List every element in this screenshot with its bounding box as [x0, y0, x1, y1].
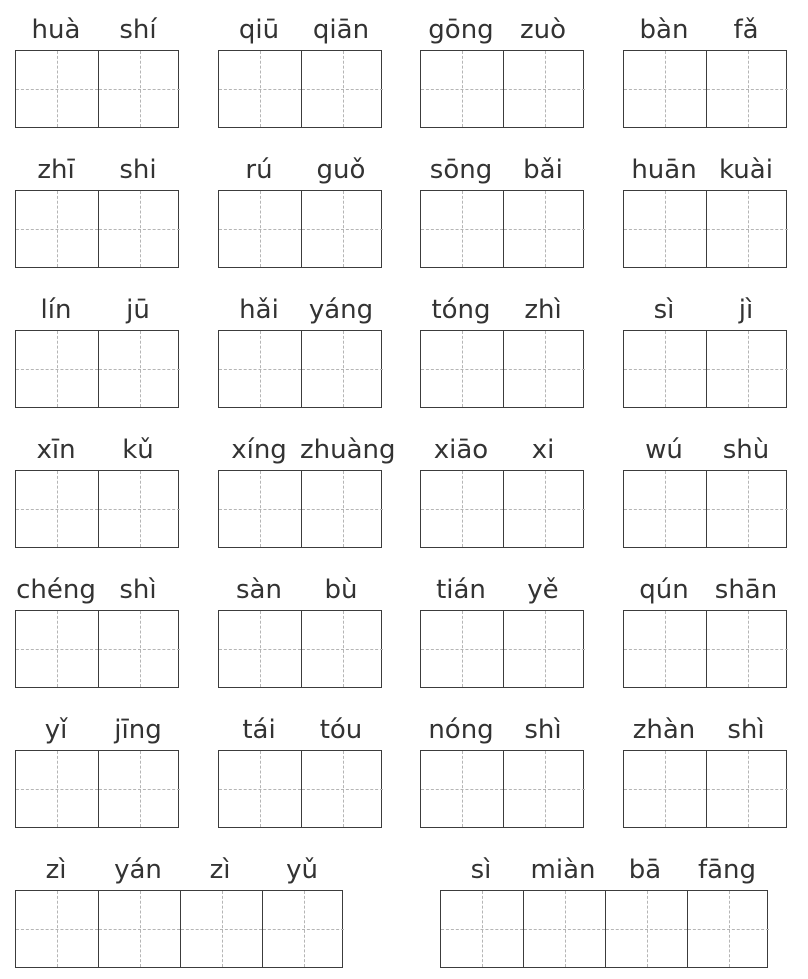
word-group — [218, 10, 382, 128]
pinyin-syllable: xi — [531, 435, 555, 465]
word-group — [218, 150, 382, 268]
word-group — [420, 150, 584, 268]
tian-zi-ge-cell[interactable] — [503, 611, 585, 687]
writing-grid — [15, 470, 179, 548]
tian-zi-ge-cell[interactable] — [421, 331, 503, 407]
tian-zi-ge-cell[interactable] — [523, 891, 605, 967]
writing-grid — [15, 890, 343, 968]
writing-grid — [420, 610, 584, 688]
word-group — [218, 570, 382, 688]
tian-zi-ge-cell[interactable] — [687, 891, 769, 967]
pinyin-row — [218, 150, 382, 190]
tian-zi-ge-cell[interactable] — [624, 471, 706, 547]
writing-grid — [218, 50, 382, 128]
tian-zi-ge-cell[interactable] — [98, 191, 180, 267]
pinyin-row — [440, 850, 768, 890]
writing-grid — [15, 50, 179, 128]
pinyin-row — [420, 150, 584, 190]
tian-zi-ge-cell[interactable] — [219, 331, 301, 407]
tian-zi-ge-cell[interactable] — [301, 611, 383, 687]
pinyin-syllable: nóng — [428, 715, 494, 745]
writing-grid — [440, 890, 768, 968]
tian-zi-ge-cell[interactable] — [624, 611, 706, 687]
word-group — [218, 290, 382, 408]
tian-zi-ge-cell[interactable] — [624, 331, 706, 407]
tian-zi-ge-cell[interactable] — [98, 331, 180, 407]
word-group — [623, 290, 787, 408]
writing-grid — [623, 750, 787, 828]
tian-zi-ge-cell[interactable] — [262, 891, 344, 967]
tian-zi-ge-cell[interactable] — [624, 751, 706, 827]
tian-zi-ge-cell[interactable] — [301, 471, 383, 547]
pinyin-syllable: bǎi — [523, 155, 563, 185]
tian-zi-ge-cell[interactable] — [16, 611, 98, 687]
writing-grid — [15, 190, 179, 268]
writing-grid — [420, 330, 584, 408]
word-group — [420, 570, 584, 688]
pinyin-syllable: zuò — [519, 15, 567, 45]
writing-grid — [15, 750, 179, 828]
pinyin-row — [623, 570, 787, 610]
writing-grid — [623, 610, 787, 688]
pinyin-row — [15, 150, 179, 190]
writing-grid — [15, 610, 179, 688]
pinyin-syllable: sì — [653, 295, 675, 325]
word-group — [15, 290, 179, 408]
tian-zi-ge-cell[interactable] — [706, 471, 788, 547]
pinyin-syllable: miàn — [530, 855, 596, 885]
writing-grid — [15, 330, 179, 408]
writing-grid — [420, 750, 584, 828]
tian-zi-ge-cell[interactable] — [16, 891, 98, 967]
tian-zi-ge-cell[interactable] — [98, 51, 180, 127]
tian-zi-ge-cell[interactable] — [503, 471, 585, 547]
tian-zi-ge-cell[interactable] — [503, 191, 585, 267]
tian-zi-ge-cell[interactable] — [219, 471, 301, 547]
pinyin-row — [420, 430, 584, 470]
tian-zi-ge-cell[interactable] — [503, 331, 585, 407]
writing-grid — [218, 610, 382, 688]
pinyin-syllable: yáng — [308, 295, 374, 325]
pinyin-syllable: rú — [245, 155, 273, 185]
tian-zi-ge-cell[interactable] — [301, 51, 383, 127]
tian-zi-ge-cell[interactable] — [706, 51, 788, 127]
pinyin-row — [420, 10, 584, 50]
word-group — [420, 290, 584, 408]
pinyin-syllable: huān — [631, 155, 697, 185]
pinyin-row — [15, 10, 179, 50]
tian-zi-ge-cell[interactable] — [98, 891, 180, 967]
pinyin-syllable: yán — [114, 855, 162, 885]
tian-zi-ge-cell[interactable] — [301, 331, 383, 407]
pinyin-syllable: shān — [714, 575, 778, 605]
writing-grid — [218, 330, 382, 408]
pinyin-syllable: wú — [645, 435, 683, 465]
word-group — [623, 430, 787, 548]
tian-zi-ge-cell[interactable] — [441, 891, 523, 967]
tian-zi-ge-cell[interactable] — [605, 891, 687, 967]
pinyin-syllable: guǒ — [316, 155, 366, 185]
pinyin-syllable: bàn — [639, 15, 689, 45]
writing-grid — [623, 470, 787, 548]
pinyin-syllable: lín — [40, 295, 72, 325]
pinyin-row — [218, 710, 382, 750]
writing-grid — [623, 50, 787, 128]
pinyin-syllable: bù — [324, 575, 358, 605]
tian-zi-ge-cell[interactable] — [421, 751, 503, 827]
pinyin-row — [218, 570, 382, 610]
tian-zi-ge-cell[interactable] — [16, 191, 98, 267]
writing-grid — [623, 190, 787, 268]
pinyin-syllable: jì — [738, 295, 754, 325]
tian-zi-ge-cell[interactable] — [706, 331, 788, 407]
pinyin-syllable: shi — [119, 155, 157, 185]
tian-zi-ge-cell[interactable] — [706, 751, 788, 827]
word-group — [623, 710, 787, 828]
tian-zi-ge-cell[interactable] — [219, 191, 301, 267]
pinyin-row — [218, 10, 382, 50]
pinyin-row — [15, 570, 179, 610]
pinyin-row — [15, 850, 343, 890]
tian-zi-ge-cell[interactable] — [16, 51, 98, 127]
pinyin-syllable: shí — [119, 15, 157, 45]
idiom-group — [440, 850, 768, 968]
pinyin-row — [623, 290, 787, 330]
tian-zi-ge-cell[interactable] — [706, 611, 788, 687]
pinyin-row — [218, 290, 382, 330]
writing-grid — [420, 50, 584, 128]
pinyin-row — [623, 710, 787, 750]
pinyin-syllable: fāng — [697, 855, 757, 885]
writing-grid — [218, 190, 382, 268]
tian-zi-ge-cell[interactable] — [301, 751, 383, 827]
pinyin-syllable: shì — [524, 715, 562, 745]
word-group — [15, 150, 179, 268]
writing-grid — [218, 750, 382, 828]
pinyin-syllable: zì — [209, 855, 231, 885]
word-group — [15, 430, 179, 548]
idiom-group — [15, 850, 343, 968]
tian-zi-ge-cell[interactable] — [219, 51, 301, 127]
pinyin-row — [420, 710, 584, 750]
pinyin-syllable: tái — [242, 715, 276, 745]
pinyin-syllable: kǔ — [122, 435, 154, 465]
tian-zi-ge-cell[interactable] — [421, 611, 503, 687]
pinyin-syllable: zhì — [524, 295, 562, 325]
word-group — [15, 710, 179, 828]
tian-zi-ge-cell[interactable] — [16, 751, 98, 827]
writing-grid — [623, 330, 787, 408]
pinyin-syllable: yě — [527, 575, 559, 605]
pinyin-syllable: shì — [727, 715, 765, 745]
tian-zi-ge-cell[interactable] — [624, 191, 706, 267]
tian-zi-ge-cell[interactable] — [180, 891, 262, 967]
pinyin-syllable: fǎ — [733, 15, 759, 45]
word-group — [420, 430, 584, 548]
word-group — [420, 710, 584, 828]
pinyin-syllable: sàn — [236, 575, 282, 605]
tian-zi-ge-cell[interactable] — [16, 331, 98, 407]
pinyin-syllable: zhàn — [632, 715, 696, 745]
pinyin-row — [420, 570, 584, 610]
tian-zi-ge-cell[interactable] — [219, 751, 301, 827]
tian-zi-ge-cell[interactable] — [624, 51, 706, 127]
pinyin-row — [623, 10, 787, 50]
pinyin-row — [218, 430, 396, 470]
pinyin-syllable: hǎi — [239, 295, 279, 325]
word-group — [623, 150, 787, 268]
pinyin-syllable: tián — [436, 575, 486, 605]
pinyin-syllable: tóng — [431, 295, 491, 325]
pinyin-row — [623, 150, 787, 190]
pinyin-syllable: yǐ — [44, 715, 68, 745]
word-group — [623, 10, 787, 128]
tian-zi-ge-cell[interactable] — [98, 611, 180, 687]
tian-zi-ge-cell[interactable] — [421, 471, 503, 547]
pinyin-syllable: qiān — [312, 15, 370, 45]
pinyin-syllable: qiū — [238, 15, 280, 45]
tian-zi-ge-cell[interactable] — [421, 51, 503, 127]
word-group — [15, 10, 179, 128]
pinyin-syllable: zhuàng — [300, 435, 396, 465]
pinyin-syllable: kuài — [719, 155, 773, 185]
pinyin-syllable: yǔ — [286, 855, 318, 885]
tian-zi-ge-cell[interactable] — [503, 51, 585, 127]
tian-zi-ge-cell[interactable] — [98, 751, 180, 827]
pinyin-syllable: huà — [31, 15, 81, 45]
tian-zi-ge-cell[interactable] — [301, 191, 383, 267]
writing-grid — [420, 190, 584, 268]
word-group — [15, 570, 179, 688]
pinyin-syllable: shù — [722, 435, 770, 465]
pinyin-syllable: sōng — [429, 155, 493, 185]
tian-zi-ge-cell[interactable] — [706, 191, 788, 267]
pinyin-syllable: shì — [119, 575, 157, 605]
pinyin-syllable: sì — [470, 855, 492, 885]
tian-zi-ge-cell[interactable] — [219, 611, 301, 687]
pinyin-syllable: jīng — [114, 715, 162, 745]
tian-zi-ge-cell[interactable] — [16, 471, 98, 547]
word-group — [218, 430, 396, 548]
pinyin-syllable: gōng — [428, 15, 494, 45]
tian-zi-ge-cell[interactable] — [98, 471, 180, 547]
pinyin-row — [623, 430, 787, 470]
word-group — [218, 710, 382, 828]
word-group — [623, 570, 787, 688]
pinyin-row — [15, 710, 179, 750]
pinyin-syllable: xiāo — [433, 435, 489, 465]
pinyin-row — [420, 290, 584, 330]
pinyin-syllable: bā — [628, 855, 662, 885]
writing-grid — [218, 470, 382, 548]
pinyin-syllable: zhī — [37, 155, 75, 185]
tian-zi-ge-cell[interactable] — [421, 191, 503, 267]
word-group — [420, 10, 584, 128]
tian-zi-ge-cell[interactable] — [503, 751, 585, 827]
pinyin-syllable: qún — [639, 575, 689, 605]
pinyin-row — [15, 290, 179, 330]
pinyin-syllable: xīn — [36, 435, 76, 465]
pinyin-row — [15, 430, 179, 470]
pinyin-syllable: zì — [45, 855, 67, 885]
pinyin-syllable: chéng — [16, 575, 96, 605]
pinyin-syllable: xíng — [231, 435, 287, 465]
writing-grid — [420, 470, 584, 548]
pinyin-syllable: jū — [126, 295, 150, 325]
pinyin-syllable: tóu — [319, 715, 363, 745]
